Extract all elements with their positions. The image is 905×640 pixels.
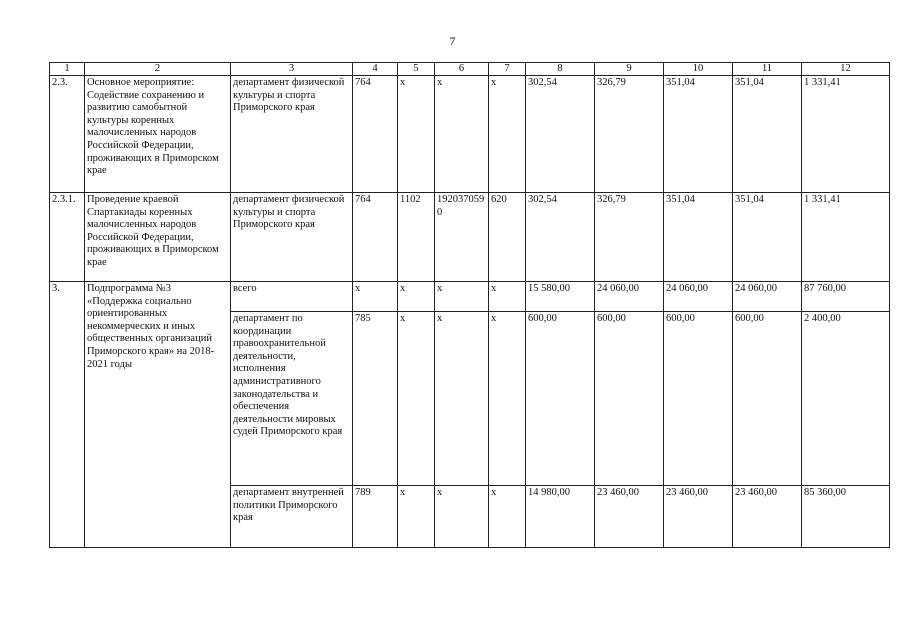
amount-total: 1 331,41 [802,76,890,193]
column-header: 2 [85,63,231,76]
column-header: 3 [231,63,353,76]
item-name: Основное мероприятие: Содействие сохранению и развитию самобытной культуры коренных малочисленных народов Российской Федерации, проживающих в Приморском крае [85,76,231,193]
amount-2021: 351,04 [733,193,802,282]
cell-col4: 764 [353,193,398,282]
table-row [50,193,890,282]
cell-col7: х [489,486,526,548]
cell-col7: 620 [489,193,526,282]
page-number: 7 [449,34,456,48]
cell-col5: х [398,76,435,193]
amount-2021: 24 060,00 [733,282,802,312]
cell-col5: х [398,282,435,312]
column-header: 10 [664,63,733,76]
amount-2019: 326,79 [595,76,664,193]
executor: всего [231,282,353,312]
cell-col6: х [435,282,489,312]
column-header: 8 [526,63,595,76]
amount-2020: 351,04 [664,193,733,282]
amount-2019: 23 460,00 [595,486,664,548]
amount-2021: 23 460,00 [733,486,802,548]
item-number: 2.3.1. [50,193,85,282]
column-header: 12 [802,63,890,76]
cell-col4: 789 [353,486,398,548]
cell-col4: 785 [353,312,398,486]
item-number: 2.3. [50,76,85,193]
amount-2020: 600,00 [664,312,733,486]
item-name: Подпрограмма №3 «Поддержка социально ориентированных некоммерческих и иных общественных организаций Приморского края» на 2018-2021 годы [85,282,231,548]
item-name: Проведение краевой Спартакиады коренных малочисленных народов Российской Федерации, проживающих в Приморском крае [85,193,231,282]
budget-table [49,62,890,548]
column-header: 6 [435,63,489,76]
amount-2019: 326,79 [595,193,664,282]
amount-2021: 351,04 [733,76,802,193]
cell-col4: 764 [353,76,398,193]
amount-total: 2 400,00 [802,312,890,486]
executor: департамент физической культуры и спорта Приморского края [231,193,353,282]
amount-2020: 24 060,00 [664,282,733,312]
table-row [50,282,890,312]
cell-col6: х [435,312,489,486]
table-row [50,76,890,193]
amount-2019: 24 060,00 [595,282,664,312]
column-header: 11 [733,63,802,76]
cell-col7: х [489,76,526,193]
cell-col6: х [435,76,489,193]
cell-col4: х [353,282,398,312]
cell-col6: х [435,486,489,548]
amount-2018: 600,00 [526,312,595,486]
header-row [50,63,890,76]
cell-col5: 1102 [398,193,435,282]
cell-col6: 1920370590 [435,193,489,282]
executor: департамент физической культуры и спорта Приморского края [231,76,353,193]
amount-2020: 351,04 [664,76,733,193]
amount-2018: 15 580,00 [526,282,595,312]
item-number: 3. [50,282,85,548]
column-header: 4 [353,63,398,76]
amount-total: 1 331,41 [802,193,890,282]
column-header: 5 [398,63,435,76]
amount-2018: 14 980,00 [526,486,595,548]
amount-2020: 23 460,00 [664,486,733,548]
amount-total: 85 360,00 [802,486,890,548]
column-header: 9 [595,63,664,76]
amount-2021: 600,00 [733,312,802,486]
amount-total: 87 760,00 [802,282,890,312]
executor: департамент по координации правоохранительной деятельности, исполнения административного законодательства и обеспечения деятельности мировых судей Приморского края [231,312,353,486]
column-header: 1 [50,63,85,76]
amount-2018: 302,54 [526,76,595,193]
cell-col7: х [489,312,526,486]
cell-col7: х [489,282,526,312]
executor: департамент внутренней политики Приморского края [231,486,353,548]
cell-col5: х [398,312,435,486]
amount-2018: 302,54 [526,193,595,282]
cell-col5: х [398,486,435,548]
amount-2019: 600,00 [595,312,664,486]
column-header: 7 [489,63,526,76]
